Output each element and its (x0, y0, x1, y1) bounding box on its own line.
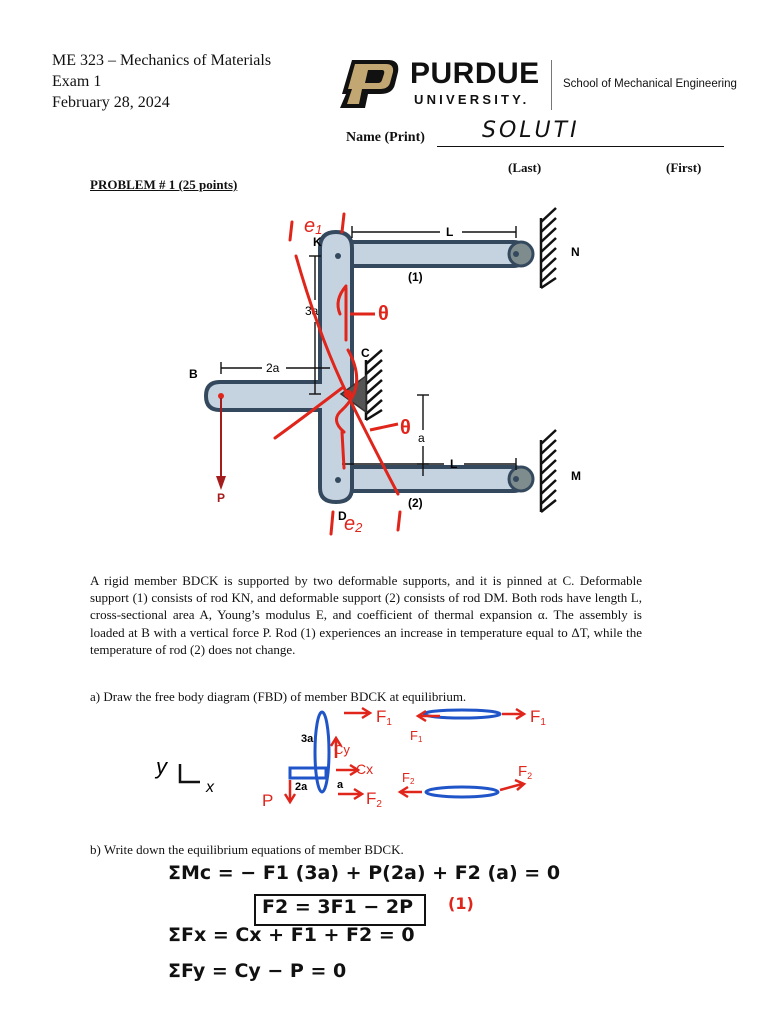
fbd-axes-icon (180, 764, 200, 782)
first-label: (First) (666, 160, 702, 175)
fbd-sketch (0, 700, 770, 830)
label-rod1: (1) (408, 270, 423, 284)
fbd-p: P (262, 791, 274, 810)
label-m: M (571, 469, 581, 483)
label-b: B (189, 367, 198, 381)
load-p-arrow-icon (216, 476, 226, 490)
pin-d-icon (335, 477, 341, 483)
university-subtitle: UNIVERSITY. (414, 92, 530, 107)
school-name: School of Mechanical Engineering (563, 78, 737, 90)
hw-theta-bottom: θ (400, 417, 411, 439)
label-2a: 2a (266, 361, 280, 375)
hw-theta-top: θ (378, 303, 389, 325)
purdue-p-logo-icon (338, 58, 400, 110)
exam-label: Exam 1 (52, 73, 102, 90)
pin-k-icon (335, 253, 341, 259)
pin-m-icon (509, 467, 533, 491)
label-l-bottom: L (450, 457, 458, 471)
eq-number: (1) (448, 894, 474, 913)
fbd-dim-3a: 3a (301, 733, 314, 745)
question-a: a) Draw the free body diagram (FBD) of member BDCK at equilibrium. (90, 689, 467, 704)
rod-1 (336, 242, 526, 266)
fbd-f2-b: F2 (402, 770, 415, 786)
hw-e1: e1 (304, 215, 323, 237)
wall-n-icon (541, 208, 556, 288)
name-label: Name (Print) (346, 130, 425, 145)
hw-e2: e2 (344, 513, 363, 535)
label-d: D (338, 509, 347, 523)
label-3a: 3a (305, 304, 319, 318)
structure-figure (0, 195, 770, 545)
wall-m-icon (541, 430, 556, 512)
rod-2 (336, 467, 526, 491)
label-l-top: L (446, 225, 454, 239)
label-rod2: (2) (408, 496, 423, 510)
fbd-f2-a: F2 (366, 789, 382, 810)
university-name: PURDUE (410, 57, 540, 90)
eq-boxed: F2 = 3F1 − 2P (262, 896, 414, 918)
fbd-axis-y: y (156, 754, 167, 779)
fbd-cy: Cy (334, 742, 350, 757)
pin-n-icon (509, 242, 533, 266)
fbd-axis-x: x (206, 779, 214, 796)
eq-sum-fx: ΣFx = Cx + F1 + F2 = 0 (168, 924, 415, 946)
fbd-cx: Cx (356, 761, 374, 777)
eq-sum-fy: ΣFy = Cy − P = 0 (168, 960, 347, 982)
label-n: N (571, 245, 580, 259)
fbd-f2-c: $F_2$ (518, 763, 533, 781)
fbd-member-arm (290, 768, 326, 778)
fbd-dim-a: a (337, 779, 344, 791)
fbd-f1-b: F1 (410, 728, 423, 744)
problem-description: A rigid member BDCK is supported by two deformable supports, and it is pinned at C. Deformable support (1) consists of rod KN, and deformable support (2) consists of rod DM. Both rods have length L, cross-sectional area A, Young’s modulus E, and coefficient of thermal expansion α. The assembly is loaded at B with a vertical force P. Rod (1) experiences an increase in temperature equal to ΔT, while the temperature of rod (2) does not change. (90, 573, 642, 657)
fbd-f1-c: F1 (530, 707, 546, 728)
logo-divider (551, 60, 552, 110)
label-p: P (217, 491, 226, 505)
fbd-member-vertical (315, 712, 329, 792)
fbd-rod2 (426, 787, 498, 797)
question-b: b) Write down the equilibrium equations of member BDCK. (90, 842, 404, 857)
problem-title: PROBLEM # 1 (25 points) (90, 177, 238, 192)
exam-date: February 28, 2024 (52, 94, 170, 111)
fbd-dim-2a: 2a (295, 781, 308, 793)
last-label: (Last) (508, 160, 542, 175)
label-c: C (361, 346, 370, 360)
label-a: a (418, 431, 425, 445)
handwritten-name: SOLUTI (482, 118, 580, 143)
eq-moment: ΣMc = − F1 (3a) + P(2a) + F2 (a) = 0 (168, 862, 561, 884)
course-title: ME 323 – Mechanics of Materials (52, 52, 272, 69)
name-underline (437, 146, 724, 147)
fbd-f1-a: F1 (376, 707, 392, 728)
label-k: K (313, 235, 322, 249)
wall-c-icon (366, 350, 382, 420)
